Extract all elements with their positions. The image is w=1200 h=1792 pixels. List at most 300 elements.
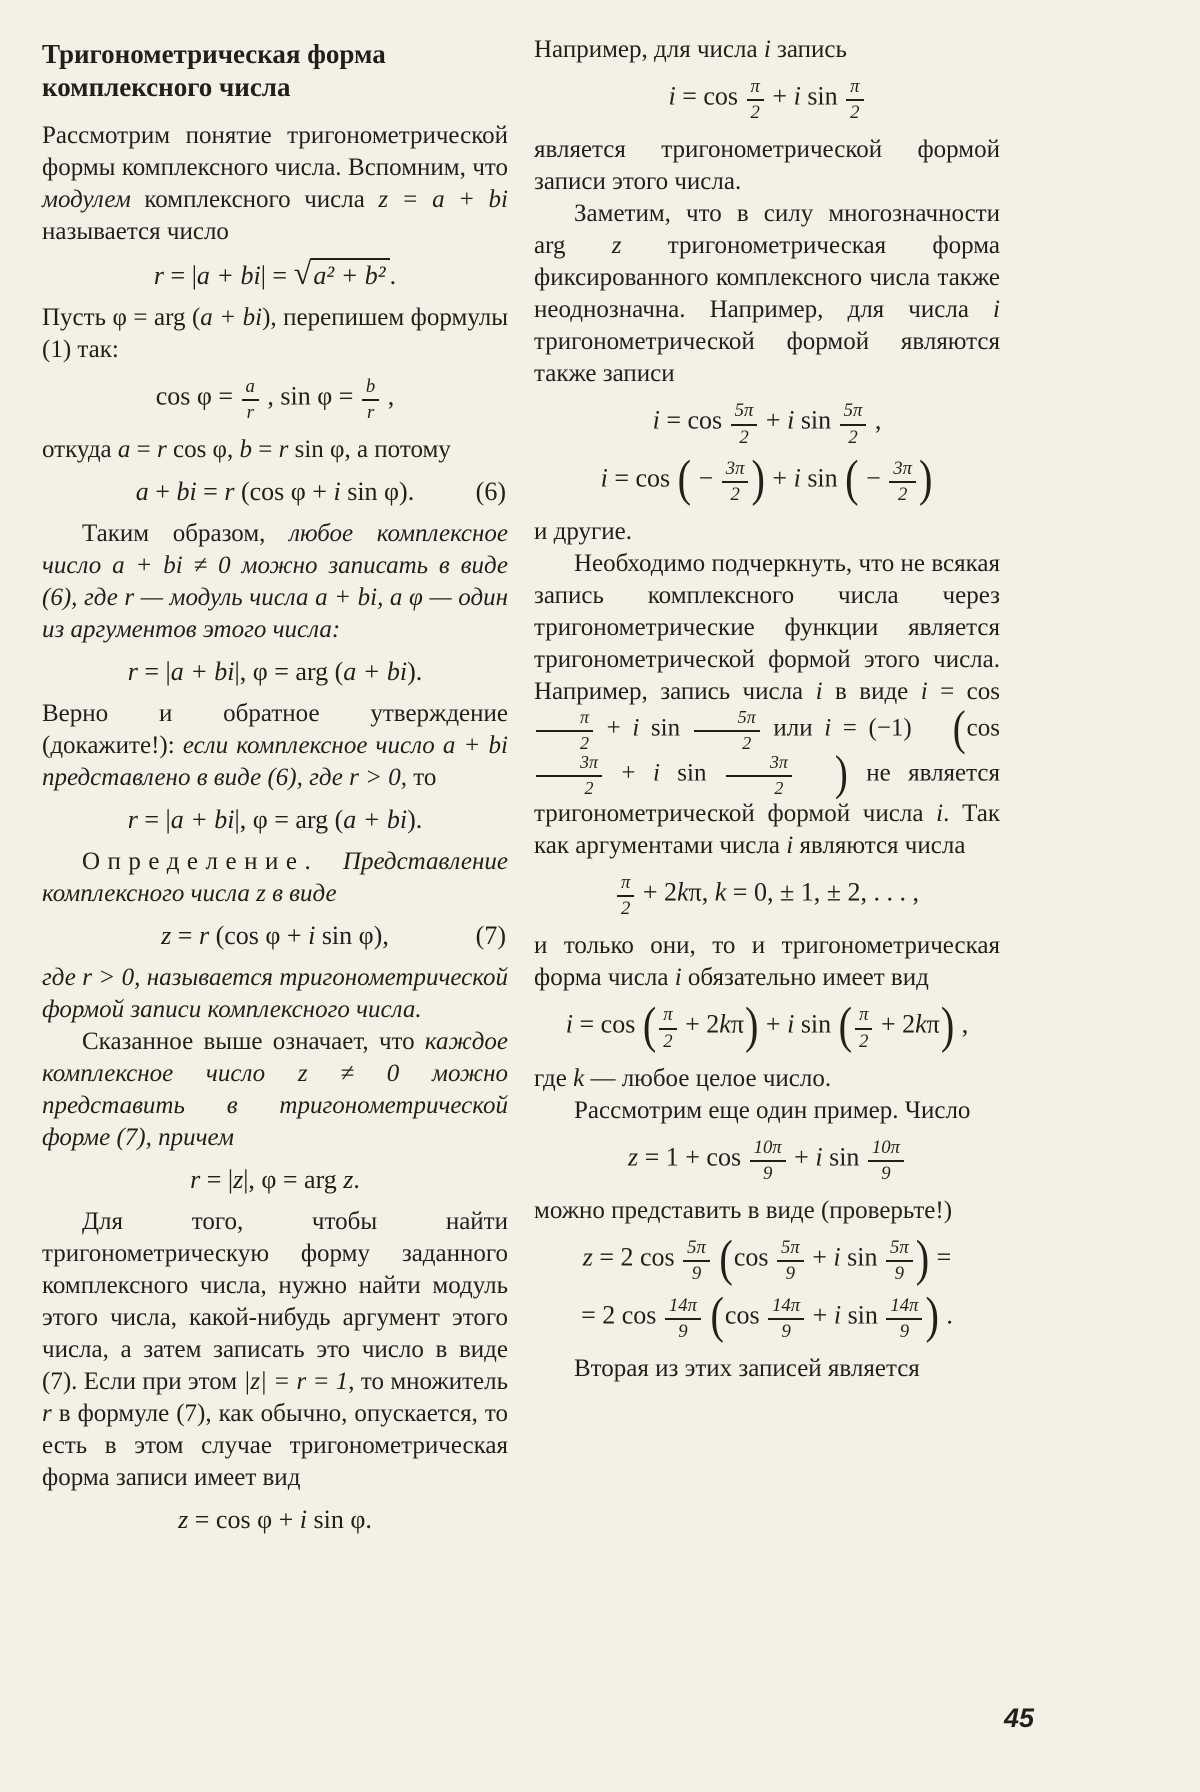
fraction (683, 1238, 710, 1284)
text-run: , (868, 406, 882, 436)
text-run: , (955, 1010, 969, 1040)
text-run: i (632, 714, 640, 742)
text-run: тригонометрическая форма фиксированного комплексного числа также неоднозначна. Например, для числа (534, 232, 1000, 324)
text-run: — любое целое число. (584, 1064, 832, 1092)
text-run: + (759, 1010, 788, 1040)
text-run: ). (407, 657, 423, 687)
big-left-paren: ( (719, 1229, 733, 1286)
text-run: = cos φ + (188, 1505, 300, 1535)
text-run: i (824, 714, 832, 742)
display-formula (42, 377, 508, 423)
text-run: = cos (573, 1010, 642, 1040)
text-run: a (117, 436, 131, 464)
paragraph (534, 1095, 1000, 1127)
text-run: r (190, 1165, 201, 1195)
text-run: ), перепишем формулы (1) так: (42, 304, 508, 363)
big-left-paren: ( (838, 996, 853, 1054)
text-run: cos φ = (155, 381, 240, 411)
text-run: |, φ = arg ( (234, 805, 344, 835)
paragraph (42, 846, 508, 910)
text-run: z (582, 1242, 593, 1272)
text-run: i (793, 81, 801, 111)
display-formula (534, 1287, 1000, 1344)
text-run: обязательно имеет вид (681, 964, 929, 992)
fraction-denominator: 9 (899, 1320, 910, 1342)
big-right-paren: ) (915, 1229, 930, 1286)
text-run: . (389, 261, 397, 290)
fraction (886, 1238, 913, 1284)
fraction-numerator: 3π (889, 459, 916, 483)
text-run: |, φ = arg ( (234, 657, 344, 687)
square-root (293, 256, 390, 292)
text-run: i (763, 36, 771, 63)
fraction-denominator: 2 (742, 732, 752, 753)
text-run: k (677, 877, 689, 907)
text-run: a (135, 477, 149, 507)
fraction-numerator: 5π (731, 401, 758, 425)
fraction (855, 1005, 872, 1051)
text-run: запись (770, 36, 847, 63)
paragraph (534, 1195, 1000, 1227)
text-run: z (161, 921, 172, 951)
fraction-numerator: 14π (768, 1296, 804, 1320)
fraction-numerator: π (659, 1005, 676, 1029)
fraction-denominator: 2 (750, 102, 760, 124)
fraction-denominator: 9 (691, 1263, 702, 1285)
fraction-denominator: 2 (859, 1030, 869, 1052)
text-run: i (787, 1010, 795, 1040)
fraction-denominator: 2 (739, 426, 749, 448)
equation-number: (7) (475, 921, 506, 951)
paragraph (42, 698, 508, 794)
text-run: + (765, 463, 794, 493)
text-run: a + bi (170, 657, 235, 687)
display-formula (534, 873, 1000, 919)
text-run: Таким образом, (82, 520, 290, 548)
text-run: i (833, 1300, 842, 1330)
text-run: = (930, 1242, 952, 1272)
fraction (362, 377, 379, 423)
text-run: + (595, 714, 633, 742)
text-run: то (413, 764, 437, 792)
fraction-numerator: π (536, 708, 593, 731)
text-run: i (920, 678, 928, 706)
fraction-numerator: 10π (868, 1138, 904, 1162)
text-run: sin (800, 463, 845, 493)
paragraph (42, 120, 508, 248)
fraction-numerator: b (362, 377, 379, 401)
fraction (886, 1296, 922, 1342)
text-run: где (534, 1064, 574, 1092)
big-right-paren: ) (918, 450, 933, 507)
text-run: + (604, 759, 653, 787)
paragraph (534, 516, 1000, 548)
text-run: i (652, 406, 660, 436)
paragraph (534, 1063, 1000, 1095)
text-run: Определение. (82, 848, 319, 876)
text-run: cos φ, (166, 436, 240, 464)
text-run: i (993, 296, 1000, 324)
paragraph (42, 1206, 508, 1494)
text-run: z (627, 1142, 639, 1172)
display-formula (534, 1138, 1000, 1184)
text-run: π (926, 1010, 940, 1040)
text-run: sin φ). (340, 477, 415, 507)
text-run: = 2 cos (592, 1242, 682, 1272)
fraction (726, 753, 792, 798)
text-run: и только они, то и тригонометрическая форма числа (534, 932, 1000, 992)
fraction-numerator: 14π (665, 1296, 701, 1320)
text-run: sin (800, 81, 845, 111)
text-run: a + bi (170, 805, 235, 835)
fraction (868, 1138, 904, 1184)
fraction-denominator: 9 (762, 1162, 773, 1184)
fraction-denominator: 2 (584, 777, 594, 798)
text-run: a + bi (343, 657, 408, 687)
fraction (731, 401, 758, 447)
text-run: если комплексное число a + bi представлено в виде (6), где r > 0, (42, 732, 508, 792)
left-column (42, 34, 508, 1546)
text-run: = cos (927, 678, 1000, 706)
text-run: − (859, 463, 888, 493)
text-run: a + bi (200, 304, 263, 331)
fraction (750, 1138, 786, 1184)
paragraph (42, 962, 508, 1026)
paragraph (534, 930, 1000, 994)
text-run: можно представить в виде (проверьте!) (534, 1197, 953, 1225)
text-run: k (714, 877, 727, 907)
text-run: + (805, 1242, 834, 1272)
text-run: Например, для числа (534, 36, 764, 63)
text-run: | = (260, 261, 294, 290)
text-run: k (719, 1010, 731, 1040)
fraction-numerator: π (855, 1005, 872, 1029)
text-run: a + bi (196, 261, 261, 290)
text-run: i (674, 964, 682, 992)
text-run: (cos φ + (209, 921, 309, 951)
display-formula (42, 657, 508, 687)
text-run: sin (822, 1142, 866, 1172)
text-run: z (343, 1165, 354, 1195)
text-run: = | (137, 805, 171, 835)
text-run: r (153, 261, 165, 290)
text-run: не является тригонометрической формой числа (534, 759, 1000, 827)
fraction-numerator: 5π (777, 1238, 804, 1262)
text-run: i (299, 1505, 307, 1535)
text-run: = | (137, 657, 171, 687)
text-run: k (915, 1010, 927, 1040)
text-run: |, φ = arg (243, 1165, 344, 1195)
fraction (617, 873, 634, 919)
text-run: sin (659, 759, 724, 787)
text-run: Рассмотрим понятие тригонометрической формы комплексного числа. Вспомним, что (42, 122, 508, 181)
text-run: π, (688, 877, 715, 907)
text-run: i (333, 477, 341, 507)
text-run: в формуле (7), как обычно, опускается, то есть в этом случае тригонометрическая форма записи имеет вид (42, 1400, 508, 1492)
fraction-numerator: π (617, 873, 634, 897)
text-run: + (765, 81, 794, 111)
text-run: , то множитель (348, 1368, 508, 1396)
display-formula (534, 450, 1000, 507)
text-run: и другие. (534, 518, 632, 546)
text-run: sin (639, 714, 692, 742)
right-column (534, 34, 1000, 1546)
text-run: + 2 (874, 1010, 916, 1040)
display-formula (534, 1229, 1000, 1286)
fraction-denominator: 2 (848, 426, 858, 448)
fraction-denominator: r (246, 402, 254, 424)
text-run: z (611, 232, 622, 260)
page-number: 45 (1003, 1703, 1034, 1733)
fraction-numerator: 5π (840, 401, 867, 425)
text-run: i (936, 799, 944, 827)
text-run: r (157, 436, 167, 464)
text-run: + (806, 1300, 834, 1330)
text-run: + 2 (678, 1010, 720, 1040)
fraction (722, 459, 749, 505)
fraction-numerator: 3π (726, 753, 792, 776)
fraction (768, 1296, 804, 1342)
big-right-paren: ) (940, 996, 955, 1054)
text-run: = (130, 436, 157, 464)
text-run: sin φ, а потому (288, 436, 451, 464)
fraction (694, 708, 760, 753)
text-run: + (148, 477, 177, 507)
text-run: . (353, 1165, 360, 1195)
display-formula (534, 401, 1000, 447)
fraction-denominator: 9 (678, 1320, 688, 1342)
fraction-numerator: 5π (886, 1238, 913, 1262)
text-run: bi (176, 477, 197, 507)
fraction-numerator: 5π (694, 708, 760, 731)
text-run: в виде (822, 678, 921, 706)
fraction (889, 459, 916, 505)
fraction-denominator: 2 (621, 898, 631, 920)
text-run: z (178, 1505, 189, 1535)
text-run: . Так как аргументами числа (534, 799, 1001, 859)
text-run: sin (841, 1300, 885, 1330)
text-run: = 0, ± 1, ± 2, . . . , (726, 877, 919, 907)
text-run (712, 1243, 719, 1272)
text-run: + (759, 406, 788, 436)
display-formula (534, 77, 1000, 123)
text-run: Необходимо подчеркнуть, что не всякая запись комплексного числа через тригонометрические функции является тригонометрической формой этого числа. Например, запись числа (534, 550, 1000, 706)
section-title: Тригонометрическая форма комплексного числа (42, 39, 386, 102)
fraction-numerator: 10π (750, 1138, 786, 1162)
text-run: i (668, 81, 676, 111)
text-run: = (252, 436, 279, 464)
big-left-paren: ( (710, 1287, 724, 1344)
text-run: или (761, 714, 825, 742)
text-run: Вторая из этих записей является (574, 1355, 920, 1382)
text-run: являются числа (793, 831, 966, 859)
paragraph (534, 134, 1000, 198)
text-run: = | (164, 261, 197, 290)
text-run: r (278, 436, 289, 464)
text-run: Пусть φ = arg ( (42, 304, 201, 331)
text-run: |z| = r = 1 (243, 1368, 349, 1396)
fraction-denominator: 9 (785, 1263, 796, 1285)
paragraph (534, 34, 1000, 66)
fraction (846, 77, 863, 123)
text-run: = (196, 477, 225, 507)
text-run: k (573, 1064, 585, 1092)
big-left-paren: ( (952, 701, 966, 756)
fraction-denominator: 9 (781, 1320, 791, 1342)
text-run: + (787, 1142, 816, 1172)
fraction-numerator: 14π (886, 1296, 922, 1320)
text-run: r (127, 657, 138, 687)
display-formula (42, 921, 508, 951)
text-run: i (833, 1242, 841, 1272)
text-run: = 2 cos (581, 1300, 663, 1330)
text-run: i (815, 678, 823, 706)
text-run: где r > 0, называется тригонометрической формой записи комплексного числа. (42, 964, 508, 1024)
fraction (747, 77, 764, 123)
text-run: = cos (675, 81, 745, 111)
big-left-paren: ( (642, 996, 657, 1054)
text-run: sin (794, 406, 838, 436)
display-formula (42, 805, 508, 835)
display-formula (42, 1505, 508, 1535)
paragraph (42, 1026, 508, 1154)
text-run: = cos (607, 463, 677, 493)
fraction (665, 1296, 701, 1342)
fraction-numerator: 3π (722, 459, 749, 483)
text-run: . (939, 1300, 953, 1330)
text-run: Рассмотрим еще один пример. Число (574, 1096, 971, 1124)
fraction-denominator: 2 (663, 1030, 673, 1052)
text-run: каждое комплексное число z ≠ 0 можно представить в тригонометрической форме (7), причем (42, 1028, 508, 1152)
big-right-paren: ) (925, 1287, 939, 1344)
fraction-numerator: a (242, 377, 259, 401)
text-run: + 2 (636, 877, 678, 907)
paragraph (42, 518, 508, 646)
fraction (777, 1238, 804, 1284)
big-left-paren: ( (677, 450, 692, 507)
display-formula (42, 477, 508, 507)
text-run: z = a + bi (378, 186, 508, 213)
fraction (536, 708, 593, 753)
text-run: = 1 + cos (638, 1142, 748, 1172)
text-run: откуда (42, 436, 118, 464)
text-run: i (600, 463, 608, 493)
text-run: r (42, 1400, 52, 1428)
paragraph (42, 302, 508, 366)
text-run: i (308, 921, 316, 951)
text-run: Верно и обратное утверждение (докажите!): (42, 700, 508, 760)
fraction-numerator: π (747, 77, 764, 101)
radical-icon: √ (293, 256, 312, 292)
paragraph (534, 548, 1000, 862)
text-run: r (198, 921, 210, 951)
fraction-denominator: 2 (850, 102, 860, 124)
text-run: i (793, 463, 801, 493)
text-run (703, 1300, 710, 1329)
fraction-denominator: 2 (897, 484, 908, 506)
text-run: = (−1) (831, 714, 912, 742)
text-run: Для того, чтобы найти тригонометрическую форму заданного комплексного числа, нужно найти модуль этого числа, какой-нибудь аргумент этого числа, а затем записать это число в виде (7). Если при этом (42, 1208, 508, 1396)
fraction (242, 377, 259, 423)
text-run: a + bi (343, 805, 408, 835)
text-run: , (381, 381, 395, 411)
big-left-paren: ( (845, 450, 859, 507)
text-run: , sin φ = (260, 381, 360, 411)
fraction-numerator: π (846, 77, 863, 101)
text-run: ). (407, 805, 423, 835)
text-run: b (239, 436, 252, 464)
text-run: sin (794, 1010, 838, 1040)
text-run: r (224, 477, 235, 507)
text-run: sin φ), (315, 921, 389, 951)
fraction (536, 753, 602, 798)
text-run: (cos φ + (234, 477, 334, 507)
text-run: cos (966, 714, 1000, 742)
text-run: r (127, 805, 138, 835)
text-run: cos (724, 1300, 767, 1330)
fraction (659, 1005, 676, 1051)
paragraph (534, 198, 1000, 390)
text-run: называется число (42, 218, 229, 245)
text-run: i (652, 759, 660, 787)
text-run: Заметим, что в силу многозначности arg (534, 200, 1000, 260)
text-run: Представление комплексного числа z в виде (42, 848, 508, 908)
text-run: любое комплексное число a + bi ≠ 0 можно записать в виде (6), где r — модуль числа a + bi, а φ — один из аргументов этого числа: (42, 520, 508, 644)
paragraph (534, 1353, 1000, 1385)
display-formula (42, 256, 508, 292)
text-run: i (787, 406, 795, 436)
text-run: i (565, 1010, 573, 1040)
fraction (840, 401, 867, 447)
text-run: = cos (659, 406, 729, 436)
right-column-blocks (534, 34, 1000, 1385)
fraction-denominator: r (366, 402, 375, 424)
text-run: комплексного числа (130, 186, 379, 213)
text-run: тригонометрической формой являются также записи (534, 328, 1000, 388)
text-run: π (730, 1010, 744, 1040)
equation-number: (6) (475, 477, 506, 507)
fraction-denominator: 9 (894, 1263, 905, 1285)
display-formula (42, 1165, 508, 1195)
text-run: z (233, 1165, 244, 1195)
fraction-denominator: 2 (580, 732, 590, 753)
text-run: = | (200, 1165, 234, 1195)
left-column-blocks (42, 120, 508, 1535)
text-run: является тригонометрической формой записи этого числа. (534, 136, 1000, 196)
big-right-paren: ) (751, 450, 765, 507)
text-run: = (171, 921, 199, 951)
fraction-denominator: 9 (881, 1162, 891, 1184)
big-right-paren: ) (744, 996, 759, 1054)
text-run: i (815, 1142, 823, 1172)
text-run: i (786, 831, 794, 859)
text-run: sin (840, 1242, 884, 1272)
fraction-denominator: 2 (774, 777, 784, 798)
text-run: модулем (42, 186, 131, 213)
fraction-numerator: 3π (536, 753, 602, 776)
paragraph (42, 434, 508, 466)
text-run: sin φ. (307, 1505, 372, 1535)
radicand: a² + b² (311, 258, 389, 290)
two-column-layout (42, 34, 1200, 1546)
big-right-paren: ) (834, 746, 848, 801)
display-formula (534, 996, 1000, 1054)
fraction-denominator: 2 (730, 484, 740, 506)
text-run: Сказанное выше означает, что (82, 1028, 425, 1056)
text-run: − (692, 463, 720, 493)
fraction-numerator: 5π (683, 1238, 710, 1262)
text-run: cos (733, 1242, 775, 1272)
